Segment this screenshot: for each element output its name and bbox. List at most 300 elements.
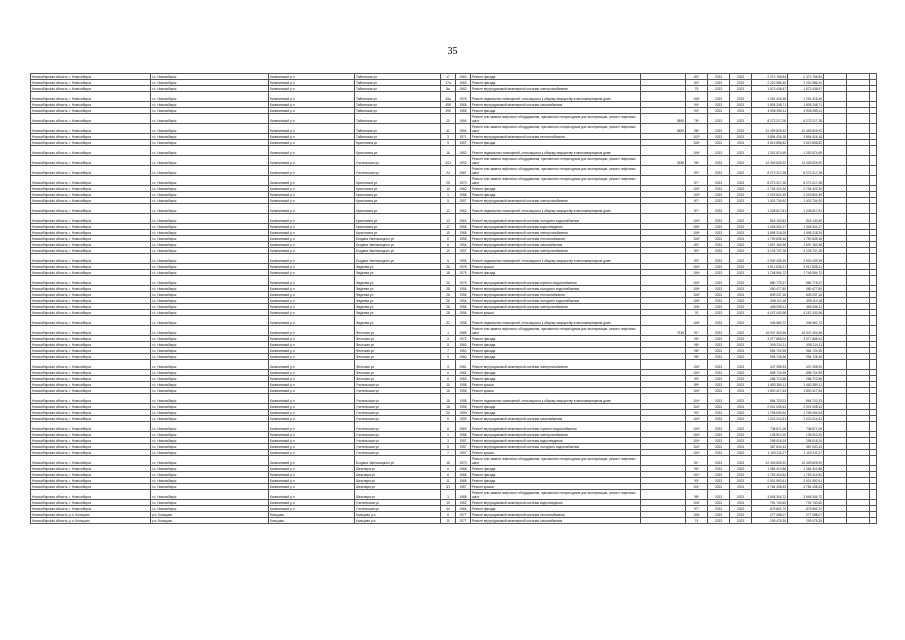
district-cell: Калининский р-н (269, 214, 355, 224)
cost-cell: 1 153 211,27 (752, 450, 788, 456)
street-cell: Фадеева ул (355, 298, 441, 304)
total-cell: 12 409 825,92 (788, 156, 824, 166)
total-cell: 1 790 835,46 (788, 236, 824, 242)
city-cell: г.о. Новосибирск (151, 108, 269, 114)
empty-cell (847, 316, 870, 326)
cost-cell: 4 157 433,98 (752, 310, 788, 316)
cost-cell: 1 384 410,88 (752, 466, 788, 472)
year-end-cell: 2023 (730, 466, 752, 472)
district-cell: Калининский р-н (269, 370, 355, 376)
work-cell: Ремонт или замена лифтового оборудования, признанного непригодным для эксплуатации, ремонт лифтовых шахт (471, 326, 641, 336)
pct-cell: 104* (686, 370, 708, 376)
year-end-cell: 2023 (730, 236, 752, 242)
work-cell: Ремонт фасада (471, 80, 641, 86)
street-cell: Флотская ул (355, 370, 441, 376)
cost-cell: 2 001 992,61 (752, 478, 788, 484)
year-cell: 1994 (456, 114, 471, 124)
work-cell: Ремонт подвальных помещений, относящихся к общему имуществу в многоквартирном доме (471, 394, 641, 404)
year-end-cell: 2023 (730, 484, 752, 490)
total-cell: 3 613 856,82 (788, 140, 824, 146)
city-cell: г.о. Новосибирск (151, 292, 269, 298)
year-end-cell: 2023 (730, 336, 752, 342)
area-cell (641, 276, 686, 286)
house-cell: 6 (441, 416, 456, 422)
city-cell: г.о. Новосибирск (151, 224, 269, 230)
pct-cell: 106* (686, 512, 708, 518)
year-start-cell: 2023 (708, 176, 730, 186)
year-start-cell: 2023 (708, 456, 730, 466)
year-end-cell: 2023 (730, 108, 752, 114)
table-row (31, 518, 877, 524)
year-cell: 1967 (456, 484, 471, 490)
street-cell: Фадеева ул (355, 316, 441, 326)
work-cell: Ремонт внутридомовой инженерной системы электроснабжения (471, 198, 641, 204)
year-cell: 1962 (456, 500, 471, 506)
house-cell: 8 (441, 376, 456, 382)
region-cell: Новосибирская область, г. Новосибирск (31, 166, 151, 176)
year-end-cell: 2023 (730, 342, 752, 348)
district-cell: Калининский р-н (269, 248, 355, 254)
total-cell: 1 573 436,57 (788, 86, 824, 92)
area-cell (641, 456, 686, 466)
empty-cell (847, 204, 870, 214)
street-cell: Шекспира ул (355, 490, 441, 500)
district-cell: Калининский р-н (269, 264, 355, 270)
year-end-cell: 2023 (730, 422, 752, 432)
year-end-cell: 2023 (730, 134, 752, 140)
year-end-cell: 2023 (730, 410, 752, 416)
house-cell: 7 (441, 450, 456, 456)
year-end-cell: 2023 (730, 92, 752, 102)
district-cell: Калининский р-н (269, 92, 355, 102)
cost-cell: 3 894 426,18 (752, 134, 788, 140)
pct-cell: 80* (686, 166, 708, 176)
work-cell: Ремонт фасада (471, 74, 641, 80)
year-cell: 1992 (456, 156, 471, 166)
empty-cell (870, 166, 877, 176)
region-cell: Новосибирская область, г. Новосибирск (31, 176, 151, 186)
year-end-cell: 2023 (730, 416, 752, 422)
district-cell: Калининский р-н (269, 224, 355, 230)
house-cell: 16 (441, 388, 456, 394)
year-end-cell: 2023 (730, 198, 752, 204)
cost-cell: 135 910,20 (752, 432, 788, 438)
street-cell: Фадеева ул (355, 276, 441, 286)
city-cell: г.о. Новосибирск (151, 86, 269, 92)
year-end-cell: 2023 (730, 500, 752, 506)
year-end-cell: 2023 (730, 376, 752, 382)
year-cell: 1962 (456, 86, 471, 92)
district-cell: Калининский р-н (269, 490, 355, 500)
empty-cell (870, 360, 877, 370)
year-start-cell: 2023 (708, 500, 730, 506)
region-cell: Новосибирская область, г. Новосибирск (31, 388, 151, 394)
table-row (31, 326, 877, 336)
area-cell (641, 394, 686, 404)
house-cell: 8а (441, 86, 456, 92)
year-end-cell: 2023 (730, 490, 752, 500)
house-cell: 28 (441, 298, 456, 304)
work-cell: Ремонт или замена лифтового оборудования, признанного непригодным для эксплуатации, ремонт лифтовых шахт (471, 176, 641, 186)
table-row (31, 124, 877, 134)
total-cell: 2 001 008,43 (788, 404, 824, 410)
pct-cell: 83* (686, 254, 708, 264)
empty-cell (847, 518, 870, 524)
cost-cell: 1 800 417,64 (752, 388, 788, 394)
street-cell: Флотская ул (355, 354, 441, 360)
house-cell: 17а (441, 80, 456, 86)
pct-cell: 76 (686, 310, 708, 316)
total-cell: 4 906 395,11 (788, 108, 824, 114)
year-end-cell: 2023 (730, 292, 752, 298)
work-cell: Ремонт или замена лифтового оборудования, признанного непригодным для эксплуатации, ремонт лифтовых шахт (471, 156, 641, 166)
year-end-cell: 2023 (730, 506, 752, 512)
cost-cell: 12 409 825,92 (752, 156, 788, 166)
pct-cell: 104* (686, 388, 708, 394)
house-cell: 1 (441, 326, 456, 336)
year-cell: 1977 (456, 518, 471, 524)
pct-cell: 98* (686, 156, 708, 166)
city-cell: г.о. Новосибирск (151, 230, 269, 236)
street-cell: Учительская ул (355, 500, 441, 506)
city-cell: г.о. Новосибирск (151, 472, 269, 478)
year-end-cell: 2023 (730, 242, 752, 248)
year-end-cell: 2023 (730, 298, 752, 304)
total-cell: 1 483 389,11 (788, 382, 824, 388)
year-cell: 1975 (456, 270, 471, 276)
year-cell: 1956 (456, 292, 471, 298)
area-cell (641, 176, 686, 186)
total-cell: 485 098,11 (788, 304, 824, 310)
year-end-cell: 2023 (730, 518, 752, 524)
house-cell: 25 (441, 176, 456, 186)
empty-cell (824, 204, 847, 214)
district-cell: Калининский р-н (269, 192, 355, 198)
table-row (31, 422, 877, 432)
year-cell: 1963 (456, 214, 471, 224)
cost-cell: 1 748 954,72 (752, 270, 788, 276)
cost-cell: 875 852,70 (752, 506, 788, 512)
street-cell: Учительская ул (355, 166, 441, 176)
pct-cell: 98* (686, 124, 708, 134)
street-cell: Тайгинская ул (355, 134, 441, 140)
district-cell: Калининский р-н (269, 376, 355, 382)
region-cell: Новосибирская область, г. Новосибирск (31, 86, 151, 92)
city-cell: г.о. Новосибирск (151, 236, 269, 242)
page-number: 35 (447, 46, 458, 57)
year-end-cell: 2023 (730, 124, 752, 134)
house-cell: 1 (441, 490, 456, 500)
city-cell: г.о. Новосибирск (151, 270, 269, 276)
year-cell: 1962 (456, 204, 471, 214)
pct-cell: 74 (686, 518, 708, 524)
street-cell: Кропоткина ул (355, 176, 441, 186)
cost-cell: 880 775,37 (752, 276, 788, 286)
work-cell: Ремонт внутридомовой инженерной системы холодного водоснабжения (471, 444, 641, 450)
cost-cell: 346 560,72 (752, 316, 788, 326)
cost-cell: 2 372 768,84 (752, 74, 788, 80)
work-cell: Ремонт фасада (471, 354, 641, 360)
district-cell: Калининский р-н (269, 124, 355, 134)
area-cell: 3936 (641, 156, 686, 166)
work-cell: Ремонт внутридомовой инженерной системы теплоснабжения (471, 134, 641, 140)
city-cell: г.о. Новосибирск (151, 500, 269, 506)
district-cell: Калининский р-н (269, 484, 355, 490)
work-cell: Ремонт фасада (471, 376, 641, 382)
district-cell: Калининский р-н (269, 204, 355, 214)
street-cell: Богдана Хмельницкого ул (355, 236, 441, 242)
year-start-cell: 2023 (708, 92, 730, 102)
empty-cell (824, 114, 847, 124)
house-cell: 18 (441, 394, 456, 404)
region-cell: Новосибирская область, г. Новосибирск (31, 422, 151, 432)
total-cell: 1 796 094,54 (788, 410, 824, 416)
year-start-cell: 2023 (708, 472, 730, 478)
pct-cell: 97* (686, 506, 708, 512)
year-end-cell: 2023 (730, 438, 752, 444)
year-start-cell: 2023 (708, 518, 730, 524)
empty-cell (824, 422, 847, 432)
total-cell: 1 252 874,69 (788, 146, 824, 156)
cost-cell: 209 478,35 (752, 518, 788, 524)
year-end-cell: 2023 (730, 80, 752, 86)
region-cell: Новосибирская область, г. Новосибирск (31, 254, 151, 264)
work-cell: Ремонт внутридомовой инженерной системы теплоснабжения (471, 512, 641, 518)
work-cell: Ремонт фасада (471, 186, 641, 192)
table-row (31, 456, 877, 466)
table-row (31, 490, 877, 500)
district-cell: Кольцово (269, 512, 355, 518)
year-cell: 1961 (456, 360, 471, 370)
year-cell: 1958 (456, 192, 471, 198)
total-cell: 2 372 768,84 (788, 74, 824, 80)
region-cell: Новосибирская область, г. Новосибирск (31, 156, 151, 166)
year-end-cell: 2023 (730, 254, 752, 264)
empty-cell (847, 254, 870, 264)
year-start-cell: 2023 (708, 478, 730, 484)
region-cell: Новосибирская область, г. Новосибирск (31, 192, 151, 198)
house-cell: 20 (441, 276, 456, 286)
region-cell: Новосибирская область, г. Новосибирск (31, 394, 151, 404)
year-start-cell: 2023 (708, 310, 730, 316)
house-cell: 49а (441, 92, 456, 102)
street-cell: Тайгинская ул (355, 92, 441, 102)
district-cell: Калининский р-н (269, 86, 355, 92)
work-cell: Ремонт внутридомовой инженерной системы газоснабжения (471, 102, 641, 108)
region-cell: Новосибирская область, г. Новосибирск (31, 456, 151, 466)
pct-cell: 89* (686, 382, 708, 388)
year-end-cell: 2023 (730, 348, 752, 354)
district-cell: Калининский р-н (269, 102, 355, 108)
street-cell: Флотская ул (355, 348, 441, 354)
cost-cell: 1 023 214,61 (752, 416, 788, 422)
work-cell: Ремонт крыши (471, 450, 641, 456)
region-cell: Новосибирская область, г. Новосибирск (31, 114, 151, 124)
year-start-cell: 2023 (708, 236, 730, 242)
pct-cell: 98* (686, 342, 708, 348)
district-cell: Калининский р-н (269, 276, 355, 286)
total-cell: 1 805 248,71 (788, 102, 824, 108)
year-start-cell: 2023 (708, 102, 730, 108)
house-cell: 6 (441, 370, 456, 376)
work-cell: Ремонт фасада (471, 410, 641, 416)
total-cell: 8 273 217,28 (788, 176, 824, 186)
empty-cell (847, 176, 870, 186)
work-cell: Ремонт внутридомовой инженерной системы холодного водоснабжения (471, 298, 641, 304)
district-cell: Калининский р-н (269, 80, 355, 86)
cost-cell: 3 077 866,04 (752, 336, 788, 342)
house-cell: 28 (441, 292, 456, 298)
district-cell: Калининский р-н (269, 450, 355, 456)
city-cell: г.о. Новосибирск (151, 394, 269, 404)
total-cell: 1 800 417,64 (788, 388, 824, 394)
pct-cell: 91* (686, 326, 708, 336)
cost-cell: 16 547 304,56 (752, 326, 788, 336)
year-end-cell: 2023 (730, 102, 752, 108)
house-cell: 17 (441, 74, 456, 80)
total-cell: 1 023 214,61 (788, 416, 824, 422)
year-start-cell: 2023 (708, 230, 730, 236)
work-cell: Ремонт или замена лифтового оборудования, признанного непригодным для эксплуатации, ремонт лифтовых шахт (471, 114, 641, 124)
total-cell: 2 930 439,39 (788, 254, 824, 264)
street-cell: Учительская ул (355, 394, 441, 404)
table-row (31, 176, 877, 186)
area-cell (641, 92, 686, 102)
empty-cell (870, 124, 877, 134)
street-cell: Кольцово р.п. (355, 512, 441, 518)
year-cell: 1965 (456, 102, 471, 108)
district-cell: Кольцово (269, 518, 355, 524)
city-cell: г.о. Новосибирск (151, 360, 269, 370)
cost-cell: 1 790 835,46 (752, 236, 788, 242)
house-cell: 18 (441, 404, 456, 410)
year-cell: 1960 (456, 80, 471, 86)
year-start-cell: 2023 (708, 394, 730, 404)
total-cell: 738 871,06 (788, 422, 824, 432)
street-cell: Богдана Хмельницкого ул (355, 254, 441, 264)
region-cell: Новосибирская область, г. Новосибирск (31, 416, 151, 422)
street-cell: Кропоткина ул (355, 224, 441, 230)
cost-cell: 2 930 439,39 (752, 254, 788, 264)
total-cell: 398 110,18 (788, 298, 824, 304)
total-cell: 954 724,95 (788, 348, 824, 354)
pct-cell: 104* (686, 416, 708, 422)
district-cell: Калининский р-н (269, 270, 355, 276)
city-cell: г.о. Новосибирск (151, 478, 269, 484)
total-cell: 3 077 866,04 (788, 336, 824, 342)
cost-cell: 387 640,43 (752, 444, 788, 450)
empty-cell (870, 490, 877, 500)
cost-cell: 1 796 094,54 (752, 410, 788, 416)
region-cell: Новосибирская область, г. Новосибирск (31, 224, 151, 230)
year-start-cell: 2023 (708, 156, 730, 166)
district-cell: Калининский р-н (269, 326, 355, 336)
year-end-cell: 2023 (730, 214, 752, 224)
street-cell: Флотская ул (355, 376, 441, 382)
total-cell: 16 547 304,56 (788, 326, 824, 336)
house-cell: 1 (441, 432, 456, 438)
region-cell: Новосибирская область, г. Новосибирск (31, 336, 151, 342)
street-cell: Кропоткина ул (355, 186, 441, 192)
district-cell: Калининский р-н (269, 298, 355, 304)
region-cell: Новосибирская область, г. Новосибирск (31, 316, 151, 326)
street-cell: Кропоткина ул (355, 140, 441, 146)
region-cell: Новосибирская область, г. Новосибирск (31, 500, 151, 506)
total-cell: 1 384 410,88 (788, 466, 824, 472)
year-cell: 1957 (456, 198, 471, 204)
house-cell: 16 (441, 456, 456, 466)
region-cell: Новосибирская область, г. Новосибирск (31, 354, 151, 360)
house-cell: 17 (441, 224, 456, 230)
pct-cell: 94* (686, 108, 708, 114)
street-cell: Учительская ул (355, 444, 441, 450)
year-start-cell: 2023 (708, 512, 730, 518)
year-cell: 1956 (456, 286, 471, 292)
street-cell: Кропоткина ул (355, 192, 441, 198)
year-cell: 1959 (456, 410, 471, 416)
city-cell: г.о. Новосибирск (151, 432, 269, 438)
house-cell: 4 (441, 360, 456, 370)
district-cell: Калининский р-н (269, 108, 355, 114)
street-cell: Фадеева ул (355, 264, 441, 270)
year-start-cell: 2023 (708, 438, 730, 444)
total-cell: 1 753 414,84 (788, 472, 824, 478)
pct-cell: 78* (686, 114, 708, 124)
pct-cell: 81* (686, 456, 708, 466)
total-cell: 3 894 426,18 (788, 134, 824, 140)
district-cell: Калининский р-н (269, 466, 355, 472)
total-cell: 298 018,20 (788, 438, 824, 444)
empty-cell (847, 422, 870, 432)
house-cell: 28 (441, 304, 456, 310)
year-start-cell: 2023 (708, 124, 730, 134)
year-end-cell: 2023 (730, 450, 752, 456)
street-cell: Фадеева ул (355, 310, 441, 316)
year-cell: 1956 (456, 304, 471, 310)
district-cell: Калининский р-н (269, 316, 355, 326)
house-cell: 49б (441, 108, 456, 114)
empty-cell (847, 146, 870, 156)
region-cell: Новосибирская область, г. Новосибирск (31, 264, 151, 270)
work-cell: Ремонт внутридомовой инженерной системы электроснабжения (471, 360, 641, 370)
house-cell: 10 (441, 186, 456, 192)
cost-cell: 3 648 304,72 (752, 490, 788, 500)
total-cell: 1 402 734,92 (788, 198, 824, 204)
total-cell: 2 001 992,61 (788, 478, 824, 484)
area-cell (641, 316, 686, 326)
region-cell: Новосибирская область, г. Новосибирск (31, 140, 151, 146)
year-start-cell: 2023 (708, 466, 730, 472)
work-cell: Ремонт внутридомовой инженерной системы электроснабжения (471, 304, 641, 310)
empty-cell (824, 124, 847, 134)
empty-cell (870, 316, 877, 326)
cost-cell: 738 871,06 (752, 422, 788, 432)
work-cell: Ремонт фасада (471, 404, 641, 410)
cost-cell: 4 784 438,53 (752, 484, 788, 490)
pct-cell: 104* (686, 438, 708, 444)
cost-cell: 994 728,36 (752, 354, 788, 360)
cost-cell: 954 724,95 (752, 348, 788, 354)
year-start-cell: 2023 (708, 270, 730, 276)
year-cell: 1960 (456, 422, 471, 432)
district-cell: Калининский р-н (269, 146, 355, 156)
work-cell: Ремонт внутридомовой инженерной системы водоотведения (471, 224, 641, 230)
house-cell: 19 (441, 500, 456, 506)
city-cell: г.о. Новосибирск (151, 388, 269, 394)
year-start-cell: 2023 (708, 134, 730, 140)
empty-cell (847, 124, 870, 134)
pct-cell: 96* (686, 466, 708, 472)
